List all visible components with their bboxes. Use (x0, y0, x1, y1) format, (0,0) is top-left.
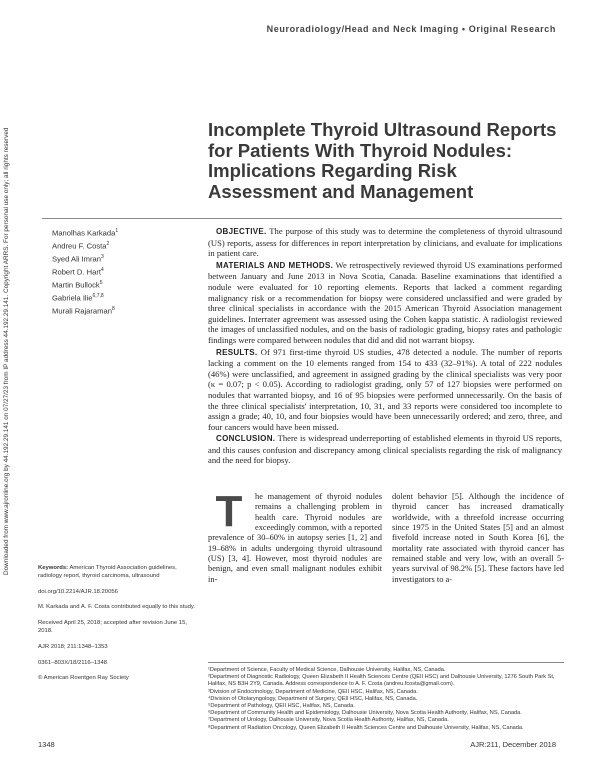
author-item (52, 291, 152, 304)
footnote: ⁵Department of Pathology, QEII HSC, Halifax, NS, Canada. (208, 703, 355, 710)
contribution-note: M. Karkada and A. F. Costa contributed equally to this study. (38, 604, 196, 611)
body-column-right (392, 492, 564, 585)
author-affiliation: 4 (100, 266, 104, 273)
article-title: Incomplete Thyroid Ultrasound Reports for Patients With Thyroid Nodules: Implications Regarding Risk Assessment and Management (208, 119, 557, 202)
footnote: ⁷Department of Urology, Dalhousie University, Nova Scotia Health Authority, Halifax, NS, Canada. (208, 717, 449, 724)
author-name: Manolhas Karkada (52, 228, 116, 238)
abstract-methods (208, 260, 562, 346)
issn: 0361–803X/18/2116–1348 (38, 659, 108, 666)
abstract-objective (208, 226, 562, 259)
footnote: ³Division of Endocrinology, Department of Medicine, QEII HSC, Halifax, NS, Canada. (208, 688, 418, 695)
author-item (52, 278, 152, 291)
author-affiliation: 8 (111, 305, 115, 312)
author-item (52, 304, 152, 317)
author-name: Robert D. Hart (52, 267, 101, 277)
author-affiliation: 6,7,8 (92, 292, 104, 299)
body-text: he management of thyroid nodules remains a challenging problem in health care. Thyroid nodules are exceedingly common, with a reported prevalence of 30–60% in autopsy series [1, 2] and 19–68% in adults undergoing thyroid ultrasound (US) [3, 4]. However, most thyroid nodules are benign, and even small malignant nodules exhibit in- (208, 492, 382, 584)
keywords (38, 565, 196, 581)
keywords-label: Keywords: (38, 565, 69, 571)
author-item (52, 265, 152, 278)
body-column-left (208, 487, 382, 585)
author-list (52, 226, 152, 317)
body-text: dolent behavior [5]. Although the incidence of thyroid cancer has increased dramatically worldwide, with a threefold increase occurring since 1975 in the United States [5] and an almost fivefold increase noted in South Korea [6], the mortality rate associated with thyroid cancer has remained stable and very low, with an overall 5-years survival of 98.2% [5]. These factors have led investigators to a- (392, 492, 564, 584)
abstract-conclusion (208, 433, 562, 466)
author-affiliation: 2 (106, 240, 110, 247)
keywords-text: American Thyroid Association guidelines, radiology report, thyroid carcinoma, ultrasound (38, 565, 177, 579)
author-item (52, 239, 152, 252)
author-item (52, 226, 152, 239)
abstract-text: We retrospectively reviewed thyroid US examinations performed between January and June 2013 in Nova Scotia, Canada. Baseline examinations that identified a nodule were evaluated for 10 reporting elements. Reports that lacked a comment regarding malignancy risk or a recommendation for biopsy were considered unclassified and were graded by three clinical specialists in accordance with the 2015 American Thyroid Association management guidelines. Interrater agreement was assessed using the Cohen kappa statistic. A radiologist reviewed the images of unclassified nodules, and on the basis of radiologic grading, biopsy rates and pathologic findings were compared between nodules that did and did not warrant biopsy. (208, 259, 562, 345)
footnote: ¹Department of Science, Faculty of Medical Science, Dalhousie University, Halifax, NS, Canada. (208, 667, 446, 673)
abstract-heading: MATERIALS AND METHODS. (216, 260, 334, 270)
citation: AJR 2018; 211:1348–1353 (38, 643, 108, 650)
received-dates: Received April 25, 2018; accepted after revision June 15, 2018. (38, 620, 187, 634)
footnote: ²Department of Diagnostic Radiology, Queen Elizabeth II Health Sciences Centre (QEII HSC) and Dalhousie University, 1276 South Park St, Halifax, NS B3H 2Y9, Canada. Address correspondence to A. F. Costa (andreu.fcosta@gmail.com). (208, 674, 555, 688)
journal-issue: AJR:211, December 2018 (470, 740, 556, 749)
abstract-results (208, 347, 562, 433)
author-affiliation: 1 (115, 228, 119, 234)
abstract-heading: CONCLUSION. (216, 434, 276, 444)
abstract-text: The purpose of this study was to determine the completeness of thyroid ultrasound (US) reports, assess for differences in report interpretation by clinicians, and evaluate for implications in patient care. (208, 226, 562, 259)
author-affiliation: 5 (99, 279, 103, 286)
author-name: Murali Rajaraman (52, 306, 112, 316)
abstract-text: There is widespread underreporting of established elements in thyroid US reports, and this causes confusion and discrepancy among clinical specialists regarding the risk of malignancy and the need for biopsy. (208, 433, 562, 466)
page-number: 1348 (38, 740, 55, 749)
footnote: ⁴Division of Otolaryngology, Department of Surgery, QEII HSC, Halifax, NS, Canada. (208, 695, 418, 702)
doi[interactable]: doi.org/10.2214/AJR.18.20056 (38, 588, 118, 595)
author-name: Martin Bullock (52, 280, 100, 290)
abstract-heading: RESULTS. (216, 347, 258, 357)
running-header: Neuroradiology/Head and Neck Imaging • Original Research (266, 24, 556, 34)
footnote: ⁶Department of Community Health and Epidemiology, Dalhousie University, Nova Scotia Health Authority, Halifax, NS, Canada. (208, 710, 522, 717)
author-name: Syed Ali Imran (52, 254, 101, 264)
author-affiliation: 3 (100, 253, 104, 260)
download-notice: Downloaded from www.ajronline.org by 44.192.29.141 on 07/27/23 from IP address 44.192.29.141. Copyright ARRS. For personal use only; all rights reserved (3, 127, 10, 575)
article-metadata (38, 565, 196, 691)
drop-cap: T (215, 487, 243, 536)
copyright: © American Roentgen Ray Society (38, 675, 129, 682)
author-item (52, 252, 152, 265)
author-name: Gabriela Ilie (52, 293, 93, 303)
abstract-text: Of 971 first-time thyroid US studies, 478 detected a nodule. The number of reports lacking a comment on the 10 elements ranged from 154 to 433 (32–91%). A total of 222 nodules (46%) were unclassified, and agreement in assigned grading by the clinical specialists was very poor (κ = 0.07; p < 0.05). According to radiologist grading, only 57 of 127 biopsies were performed on nodules that warranted biopsy, and 16 of 95 biopsies were performed unnecessarily. On the basis of the three clinical specialists' interpretation, 10, 31, and 33 reports were considered too incomplete to assign a grade; 40, 10, and four biopsies would have been unnecessarily ordered; and zero, three, and four cancers would have been missed. (208, 346, 563, 432)
abstract (208, 226, 562, 467)
abstract-heading: OBJECTIVE. (216, 227, 267, 236)
author-name: Andreu F. Costa (52, 241, 107, 251)
title-divider (42, 218, 562, 219)
affiliation-footnotes (208, 662, 564, 732)
footnote: ⁸Department of Radiation Oncology, Queen Elizabeth II Health Sciences Centre and Dalhousie University, Halifax, NS, Canada. (208, 724, 524, 731)
